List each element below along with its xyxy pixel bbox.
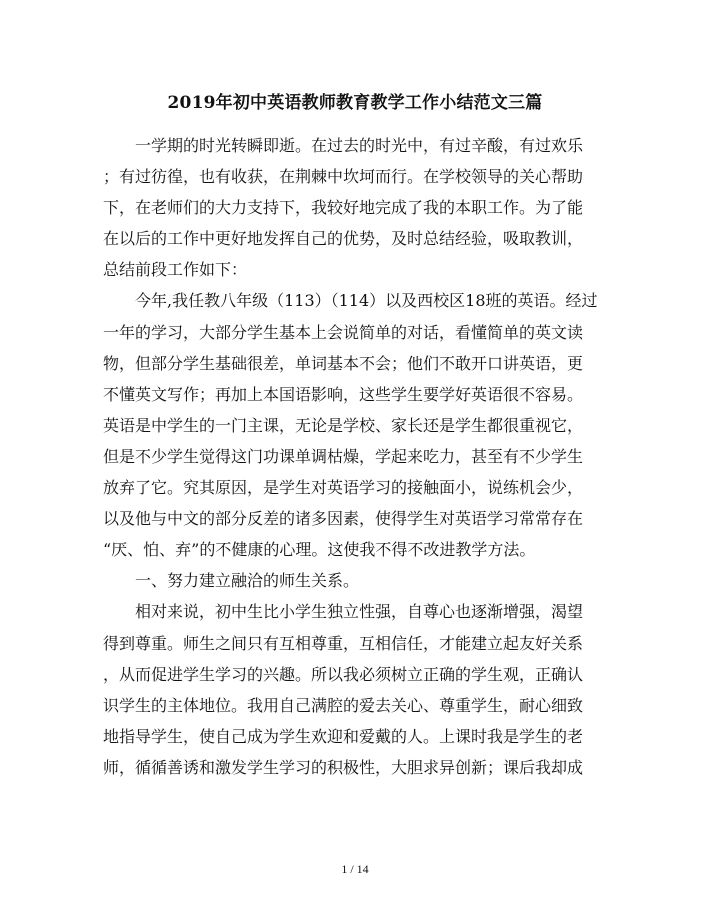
paragraph-line: “厌、怕、弃”的不健康的心理。这使我不得不改进教学方法。: [103, 540, 536, 560]
paragraph-line: 不懂英文写作；再加上本国语影响，这些学生要学好英语很不容易。: [103, 384, 584, 404]
paragraph-line: 下，在老师们的大力支持下，我较好地完成了我的本职工作。为了能: [103, 198, 584, 218]
paragraph-line: ；有过彷徨，也有收获，在荆棘中坎坷而行。在学校领导的关心帮助: [103, 167, 584, 187]
paragraph-line: 今年,我任教八年级（113）（114）以及西校区18班的英语。经过: [135, 291, 598, 311]
paragraph-line: 但是不少学生觉得这门功课单调枯燥，学起来吃力，甚至有不少学生: [103, 446, 584, 466]
paragraph-line: 师，循循善诱和激发学生学习的积极性，大胆求异创新；课后我却成: [103, 757, 584, 777]
paragraph-line: 识学生的主体地位。我用自己满腔的爱去关心、尊重学生，耐心细致: [103, 695, 584, 715]
paragraph-line: 物，但部分学生基础很差，单词基本不会；他们不敢开口讲英语，更: [103, 353, 584, 373]
page-number: 1 / 14: [341, 862, 369, 876]
section-heading: 一、努力建立融洽的师生关系。: [135, 571, 360, 591]
paragraph-line: 总结前段工作如下：: [103, 260, 248, 280]
document-title: 2019年初中英语教师教育教学工作小结范文三篇: [167, 93, 543, 113]
paragraph-line: 放弃了它。究其原因，是学生对英语学习的接触面小，说练机会少，: [103, 478, 584, 498]
paragraph-line: 在以后的工作中更好地发挥自己的优势，及时总结经验，吸取教训，: [103, 229, 584, 249]
paragraph-line: 得到尊重。师生之间只有互相尊重，互相信任，才能建立起友好关系: [103, 633, 584, 653]
paragraph-line: 相对来说，初中生比小学生独立性强，自尊心也逐渐增强，渴望: [135, 602, 584, 622]
document-body: [103, 130, 613, 783]
paragraph-line: 以及他与中文的部分反差的诸多因素，使得学生对英语学习常常存在: [103, 509, 584, 529]
paragraph-line: 英语是中学生的一门主课，无论是学校、家长还是学生都很重视它，: [103, 415, 584, 435]
paragraph-line: 一年的学习，大部分学生基本上会说简单的对话，看懂简单的英文读: [103, 322, 584, 342]
paragraph-line: 一学期的时光转瞬即逝。在过去的时光中，有过辛酸，有过欢乐: [135, 136, 584, 155]
paragraph-line: 地指导学生，使自己成为学生欢迎和爱戴的人。上课时我是学生的老: [103, 726, 584, 746]
paragraph-line: ，从而促进学生学习的兴趣。所以我必须树立正确的学生观，正确认: [103, 664, 584, 684]
